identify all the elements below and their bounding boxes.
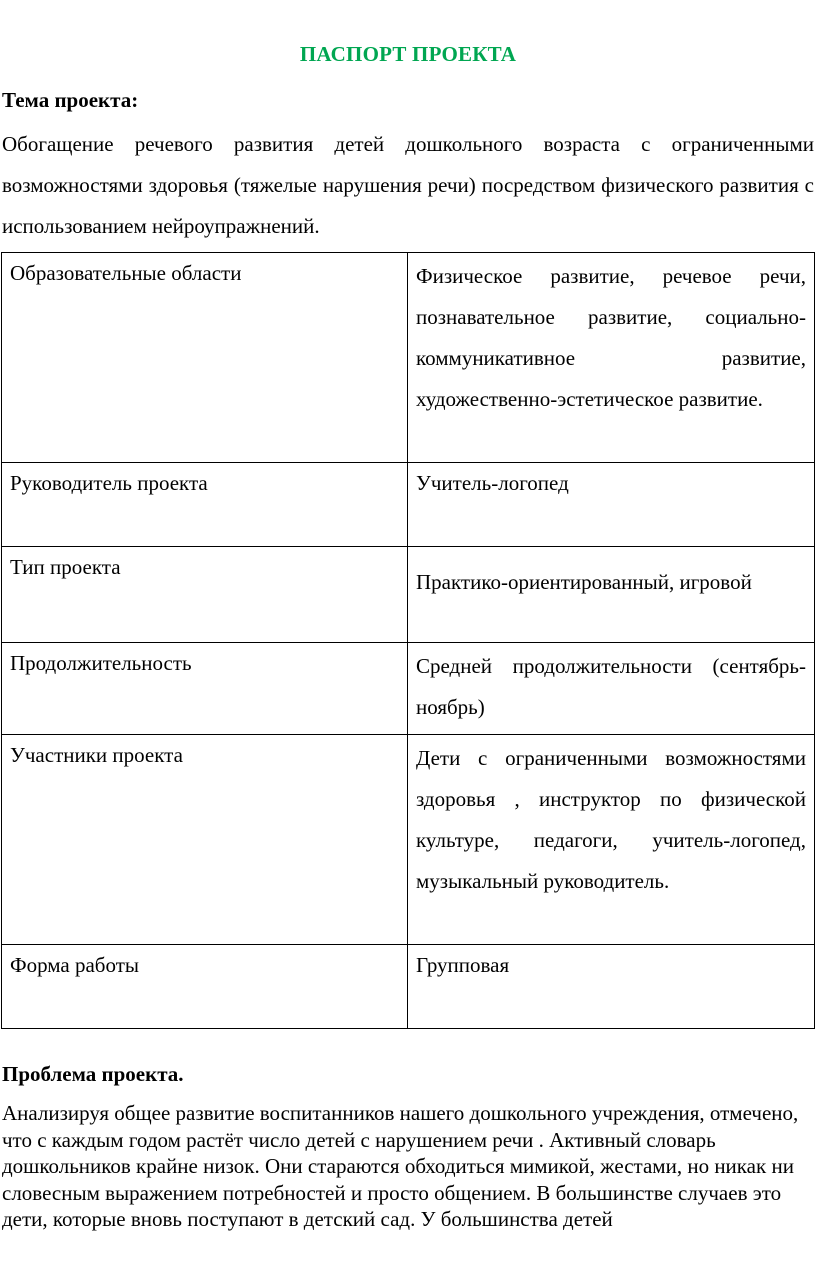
table-row <box>2 547 815 643</box>
row-label-duration: Продолжительность <box>2 643 408 735</box>
row-value-duration: Средней продолжительности (сентябрь-ноябрь) <box>408 643 815 735</box>
table-row <box>2 463 815 547</box>
problem-heading: Проблема проекта. <box>2 1062 184 1086</box>
project-passport-table <box>1 252 815 1029</box>
row-value-participants: Дети с ограниченными возможностями здоровья , инструктор по физической культуре, педагоги, учитель-логопед, музыкальный руководитель. <box>408 735 815 945</box>
row-value-educational-areas: Физическое развитие, речевое речи, познавательное развитие, социально-коммуникативное развитие, художественно-эстетическое развитие. <box>408 253 815 463</box>
row-value-project-type: Практико-ориентированный, игровой <box>408 547 815 643</box>
table-row <box>2 945 815 1029</box>
row-label-work-form: Форма работы <box>2 945 408 1029</box>
row-label-participants: Участники проекта <box>2 735 408 945</box>
topic-text: Обогащение речевого развития детей дошкольного возраста с ограниченными возможностями здоровья (тяжелые нарушения речи) посредством физического развития с использованием нейроупражнений. <box>2 132 814 238</box>
row-label-educational-areas: Образовательные области <box>2 253 408 463</box>
row-value-work-form: Групповая <box>408 945 815 1029</box>
row-label-project-leader: Руководитель проекта <box>2 463 408 547</box>
table-row <box>2 643 815 735</box>
topic-heading: Тема проекта: <box>2 88 139 112</box>
row-label-project-type: Тип проекта <box>2 547 408 643</box>
table-row <box>2 253 815 463</box>
row-value-project-leader: Учитель-логопед <box>408 463 815 547</box>
table-row <box>2 735 815 945</box>
problem-text: Анализируя общее развитие воспитанников нашего дошкольного учреждения, отмечено, что с каждым годом растёт число детей с нарушением речи . Активный словарь дошкольников крайне низок. Они стараются обходиться мимикой, жестами, но никак ни словесным выражением потребностей и просто общением. В большинстве случаев это дети, которые вновь поступают в детский сад. У большинства детей <box>2 1101 799 1231</box>
document-title: ПАСПОРТ ПРОЕКТА <box>299 42 517 66</box>
